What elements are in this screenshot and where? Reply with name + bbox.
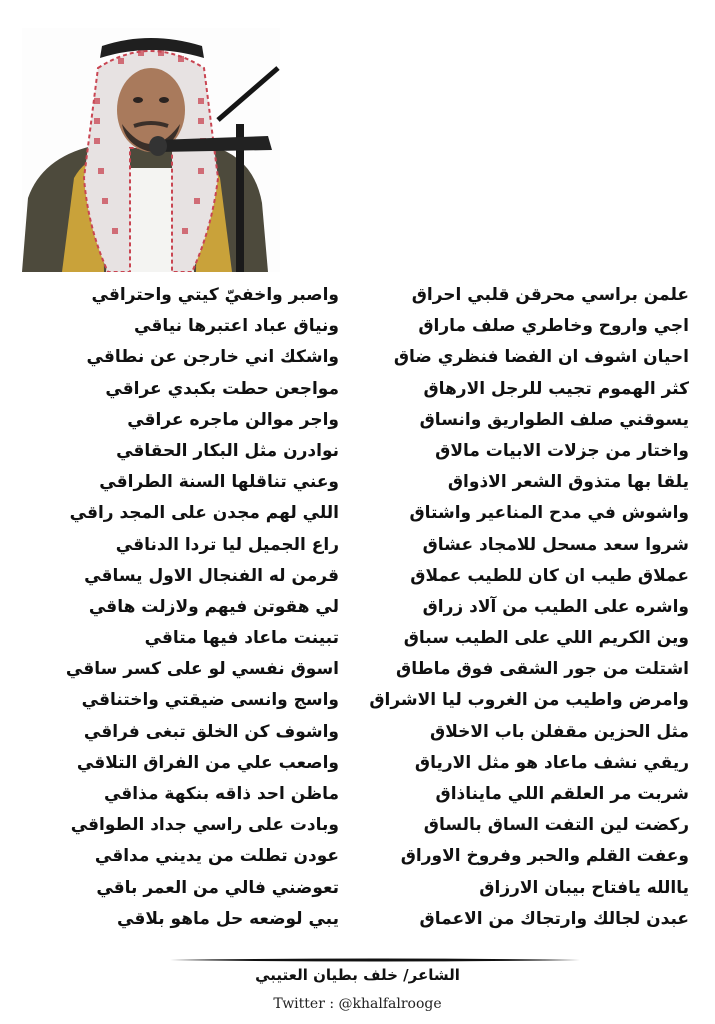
verse-row bbox=[0, 779, 715, 810]
verse-first-hemistich: اجي واروح وخاطري صلف ماراق bbox=[418, 316, 689, 337]
verse-second-hemistich: مواجعن حطت بكبدي عراقي bbox=[105, 378, 339, 399]
poet-photo bbox=[22, 28, 280, 272]
verse-second-hemistich: وبادت على راسي جداد الطواقي bbox=[70, 815, 339, 836]
poem bbox=[0, 280, 715, 935]
verse-first-hemistich: شروا سعد مسحل للامجاد عشاق bbox=[422, 534, 689, 555]
verse-row bbox=[0, 561, 715, 592]
verse-first-hemistich: عملاق طيب ان كان للطيب عملاق bbox=[410, 565, 689, 586]
verse-second-hemistich: لي هقوتن فيهم ولازلت هاقي bbox=[88, 596, 339, 617]
verse-second-hemistich: ماظن احد ذاقه بنكهة مذاقي bbox=[103, 784, 339, 804]
verse-row bbox=[0, 311, 715, 342]
verse-row bbox=[0, 810, 715, 841]
verse-second-hemistich: واصبر واخفيّ كيتي واحتراقي bbox=[91, 285, 339, 305]
verse-first-hemistich: ركضت لين التفت الساق بالساق bbox=[423, 815, 689, 836]
verse-row bbox=[0, 374, 715, 405]
verse-first-hemistich: ياالله يافتاح بيبان الارزاق bbox=[479, 877, 689, 898]
verse-row bbox=[0, 498, 715, 529]
verse-first-hemistich: كثر الهموم تجيب للرجل الارهاق bbox=[423, 378, 689, 399]
verse-row bbox=[0, 467, 715, 498]
verse-second-hemistich: واجر موالن ماجره عراقي bbox=[127, 409, 339, 430]
verse-second-hemistich: يبي لوضعه حل ماهو بلاقي bbox=[117, 908, 339, 929]
verse-first-hemistich: وعفت القلم والحبر وفروخ الاوراق bbox=[400, 846, 689, 867]
verse-first-hemistich: عبدن لجالك وارتجاك من الاعماق bbox=[419, 908, 689, 929]
verse-row bbox=[0, 873, 715, 904]
poet-name: الشاعر/ خلف بطيان العتيبي bbox=[255, 966, 460, 984]
verse-row bbox=[0, 904, 715, 935]
verse-row bbox=[0, 748, 715, 779]
verse-first-hemistich: واشوش في مدح المناعير واشتاق bbox=[409, 503, 689, 524]
verse-first-hemistich: علمن براسي محرقن قلبي احراق bbox=[411, 285, 689, 305]
verse-row bbox=[0, 530, 715, 561]
verse-row bbox=[0, 405, 715, 436]
verse-second-hemistich: واسج وانسى ضيقتي واختناقي bbox=[81, 690, 339, 711]
verse-second-hemistich: نوادرن مثل البكار الحقاقي bbox=[116, 440, 339, 461]
verse-second-hemistich: تعوضني فالي من العمر باقي bbox=[96, 877, 339, 898]
twitter-handle: Twitter : @khalfalrooge bbox=[273, 996, 442, 1012]
verse-row bbox=[0, 685, 715, 716]
verse-row bbox=[0, 623, 715, 654]
verse-first-hemistich: ريقي نشف ماعاد هو مثل الارياق bbox=[414, 752, 689, 773]
verse-first-hemistich: وامرض واطيب من الغروب ليا الاشراق bbox=[369, 690, 689, 711]
verse-second-hemistich: راع الجميل ليا تردا الدناقي bbox=[115, 534, 339, 555]
verse-first-hemistich: واختار من جزلات الابيات مالاق bbox=[435, 440, 689, 461]
verse-second-hemistich: عودن تطلت من يديني مداقي bbox=[94, 846, 339, 867]
verse-first-hemistich: يلقا بها متذوق الشعر الاذواق bbox=[447, 472, 689, 493]
verse-first-hemistich: مثل الحزين مقفلن باب الاخلاق bbox=[430, 721, 689, 742]
verse-row bbox=[0, 841, 715, 872]
ornament-divider bbox=[170, 958, 580, 962]
verse-second-hemistich: ونياق عباد اعتبرها نياقي bbox=[134, 316, 339, 337]
verse-second-hemistich: قرمن له الفنجال الاول يساقي bbox=[84, 565, 339, 586]
verse-row bbox=[0, 654, 715, 685]
verse-second-hemistich: اسوق نفسي لو على كسر ساقي bbox=[65, 659, 339, 680]
verse-second-hemistich: وعني تناقلها السنة الطراقي bbox=[99, 472, 339, 493]
verse-row bbox=[0, 436, 715, 467]
verse-second-hemistich: اللي لهم مجدن على المجد راقي bbox=[69, 503, 339, 524]
divider-line-icon bbox=[170, 958, 580, 962]
verse-first-hemistich: واشره على الطيب من آلاد زراق bbox=[422, 596, 689, 617]
verse-first-hemistich: شربت مر العلقم اللي مايناذاق bbox=[435, 784, 689, 804]
verse-first-hemistich: يسوقني صلف الطواريق وانساق bbox=[419, 409, 689, 430]
verse-first-hemistich: احيان اشوف ان الفضا فنظري ضاق bbox=[393, 347, 689, 368]
verse-second-hemistich: تبينت ماعاد فيها متاقي bbox=[144, 628, 339, 649]
poet-photo-icon bbox=[22, 28, 280, 272]
verse-row bbox=[0, 717, 715, 748]
verse-second-hemistich: واشوف كن الخلق تبغى فراقي bbox=[83, 721, 339, 742]
verse-row bbox=[0, 280, 715, 311]
verse-row bbox=[0, 342, 715, 373]
verse-first-hemistich: وين الكريم اللي على الطيب سباق bbox=[403, 628, 689, 649]
verse-second-hemistich: واشكك اني خارجن عن نطاقي bbox=[86, 347, 339, 368]
verse-row bbox=[0, 592, 715, 623]
verse-first-hemistich: اشتلت من جور الشقى فوق ماطاق bbox=[396, 659, 689, 680]
verse-second-hemistich: واصعب علي من الفراق التلاقي bbox=[76, 752, 339, 773]
